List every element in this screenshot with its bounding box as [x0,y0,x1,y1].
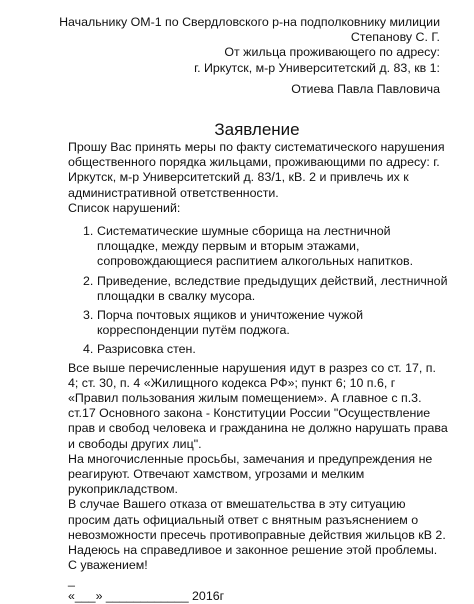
list-item-number: 3. [83,308,94,323]
list-item [68,342,448,357]
closing-paragraph: В случае Вашего отказа от вмешательства в эту ситуацию просим дать официальный ответ с внятным разъяснением о невозможности пресечь противоправные действия жильцов кВ 2. [68,497,446,542]
list-item-text: Систематические шумные сборища на лестничной площадке, между первым и вторым этажами, сопровождающиеся распитием алкогольных напитков. [97,224,414,269]
list-item-text: Порча почтовых ящиков и уничтожение чужой корреспонденции путём поджога. [97,308,364,338]
list-item-text: Приведение, вследствие предыдущих действий, лестничной площадки в свалку мусора. [97,273,448,303]
list-item-text: Разрисовка стен. [97,342,196,357]
addressee-line: Степанову С. Г. [350,30,440,45]
list-heading: Список нарушений: [68,200,181,215]
list-item [68,224,448,270]
signature-underscore: _ [68,573,75,588]
list-item [68,274,448,304]
intro-paragraph: Прошу Вас принять меры по факту систематического нарушения общественного порядка жильцами, проживающими по адресу: г. Иркутск, м-р Университетский д. 83/1, кВ. 2 и привлечь их к административной ответственности. [68,140,445,200]
list-item-number: 1. [83,224,94,239]
sender-name: Отиева Павла Павловича [291,82,440,96]
violations-list [68,224,448,358]
addressee-line: Начальнику ОМ-1 по Свердловского р-на подполковнику милиции [59,15,440,29]
list-item-number: 2. [83,273,94,288]
closing-paragraph: Надеюсь на справедливое и законное решение этой проблемы. С уважением! [68,543,438,573]
closing-paragraph: На многочисленные просьбы, замечания и предупреждения не реагируют. Отвечают хамством, угрозами и мелким рукоприкладством. [68,451,433,497]
addressee-block [59,15,440,76]
closing-paragraph: Все выше перечисленные нарушения идут в разрез со ст. 17, п. 4; ст. 30, п. 4 «Жилищного кодекса РФ»; пункт 6; 10 п.6, г «Правил пользования жилым помещением». А главное с п.3. ст.17 Основного закона - Конституции России "Осуществление прав и свобод человека и гражданина не должно нарушать права и свободы других лиц". [68,360,448,451]
list-item-number: 4. [83,342,94,357]
document-title: Заявление [214,120,300,139]
document-body [68,140,448,604]
date-line: «___» ____________ 2016г [68,588,225,603]
list-item [68,308,448,338]
addressee-line: г. Иркутск, м-р Университетский д. 83, кв 1: [194,60,440,75]
addressee-line: От жильца проживающего по адресу: [224,45,440,60]
